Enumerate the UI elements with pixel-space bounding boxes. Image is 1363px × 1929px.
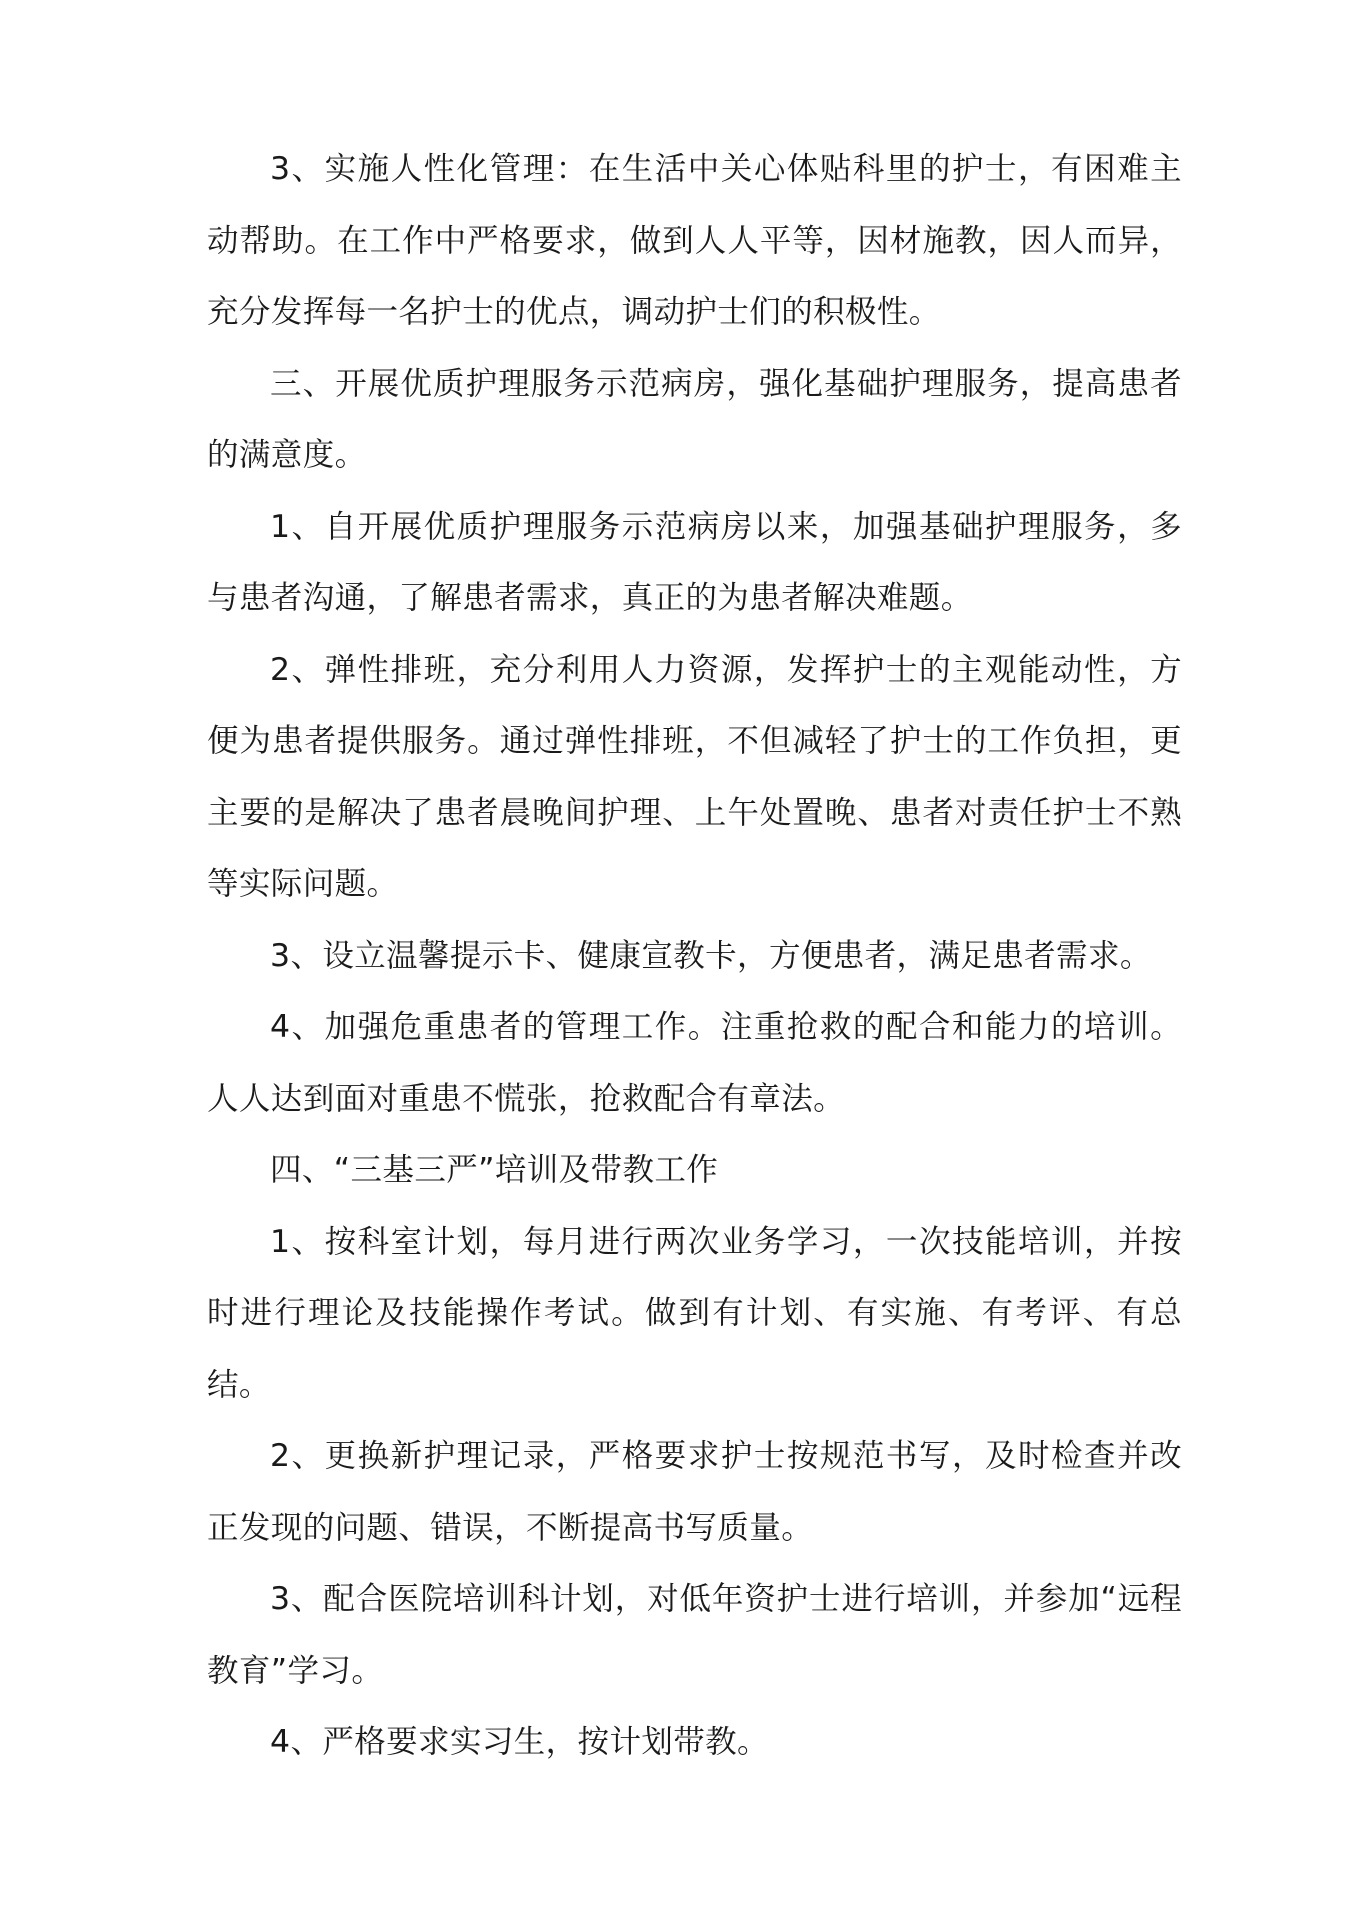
heading-quality-nursing-ward: 三、开展优质护理服务示范病房，强化基础护理服务，提高患者的满意度。 xyxy=(207,365,1182,473)
paragraph-critical-patient-management: 4、加强危重患者的管理工作。注重抢救的配合和能力的培训。人人达到面对重患不慌张，抢救配合有章法。 xyxy=(207,1009,1182,1117)
paragraph-reminder-cards: 3、设立温馨提示卡、健康宣教卡，方便患者，满足患者需求。 xyxy=(270,937,1152,974)
paragraph-flexible-scheduling: 2、弹性排班，充分利用人力资源，发挥护士的主观能动性，方便为患者提供服务。通过弹性排班，不但减轻了护士的工作负担，更主要的是解决了患者晨晚间护理、上午处置晚、患者对责任护士不熟等实际问题。 xyxy=(207,651,1182,902)
paragraph-intern-teaching: 4、严格要求实习生，按计划带教。 xyxy=(270,1724,769,1760)
paragraph-department-study-plan: 1、按科室计划，每月进行两次业务学习，一次技能培训，并按时进行理论及技能操作考试。做到有计划、有实施、有考评、有总结。 xyxy=(207,1223,1182,1403)
paragraph-nursing-records: 2、更换新护理记录，严格要求护士按规范书写，及时检查并改正发现的问题、错误，不断提高书写质量。 xyxy=(207,1438,1182,1546)
document-body xyxy=(207,134,1182,1779)
paragraph-humanized-management: 3、实施人性化管理：在生活中关心体贴科里的护士，有困难主动帮助。在工作中严格要求，做到人人平等，因材施教，因人而异，充分发挥每一名护士的优点，调动护士们的积极性。 xyxy=(207,151,1182,330)
paragraph-basic-nursing-service: 1、自开展优质护理服务示范病房以来，加强基础护理服务，多与患者沟通，了解患者需求，真正的为患者解决难题。 xyxy=(207,508,1182,616)
heading-training-and-teaching: 四、“三基三严”培训及带教工作 xyxy=(270,1152,719,1188)
paragraph-junior-nurse-training: 3、配合医院培训科计划，对低年资护士进行培训，并参加“远程教育”学习。 xyxy=(207,1581,1182,1689)
